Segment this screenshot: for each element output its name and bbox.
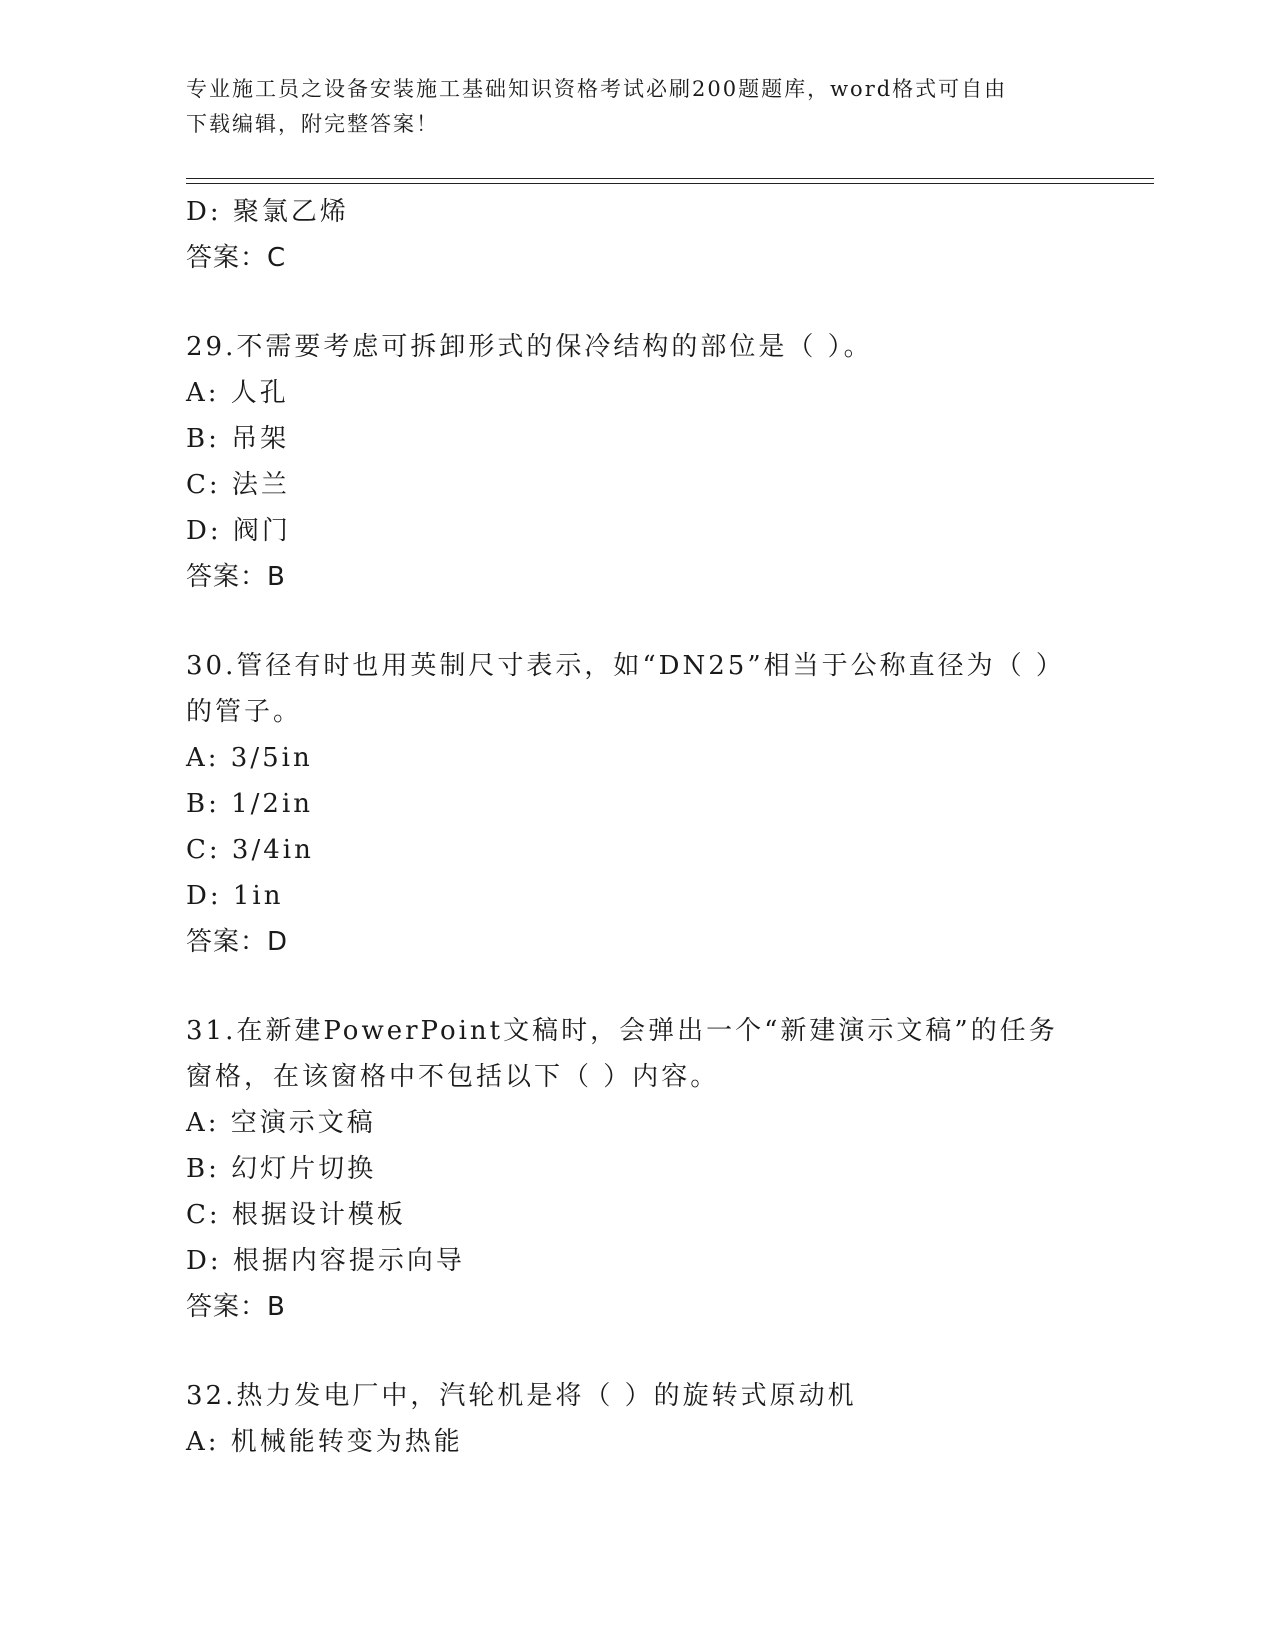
spacer <box>186 1330 1086 1373</box>
option-c: C: 根据设计模板 <box>186 1200 406 1230</box>
option-c: C: 法兰 <box>186 470 290 500</box>
question-stem: 32.热力发电厂中，汽轮机是将（ ）的旋转式原动机 <box>186 1381 857 1411</box>
question-block-31 <box>186 1008 1086 1330</box>
option-b: B: 1/2in <box>186 789 314 819</box>
option-d: D: 聚氯乙烯 <box>186 197 349 227</box>
question-block-28 <box>186 189 1086 281</box>
question-list <box>186 189 1086 1465</box>
header-divider-top <box>186 178 1154 179</box>
question-stem-continued: 窗格，在该窗格中不包括以下（ ）内容。 <box>186 1062 720 1092</box>
question-stem: 31.在新建PowerPoint文稿时，会弹出一个“新建演示文稿”的任务 <box>186 1016 1058 1046</box>
answer-line: 答案：D <box>186 927 289 957</box>
spacer <box>186 600 1086 643</box>
header-divider-bottom <box>186 183 1154 184</box>
option-a: A: 3/5in <box>186 743 313 773</box>
option-d: D: 1in <box>186 881 284 911</box>
answer-line: 答案：B <box>186 1292 286 1322</box>
answer-line: 答案：B <box>186 562 286 592</box>
option-d: D: 根据内容提示向导 <box>186 1246 465 1276</box>
answer-line: 答案：C <box>186 243 287 273</box>
header-line-1: 专业施工员之设备安装施工基础知识资格考试必刷200题题库，word格式可自由 <box>186 77 1008 101</box>
option-c: C: 3/4in <box>186 835 314 865</box>
option-a: A: 机械能转变为热能 <box>186 1427 463 1457</box>
question-stem: 29.不需要考虑可拆卸形式的保冷结构的部位是（ ）。 <box>186 332 873 362</box>
question-stem-continued: 的管子。 <box>186 697 303 727</box>
option-b: B: 吊架 <box>186 424 290 454</box>
option-b: B: 幻灯片切换 <box>186 1154 377 1184</box>
spacer <box>186 965 1086 1008</box>
document-header <box>186 72 1066 142</box>
question-block-29 <box>186 324 1086 600</box>
spacer <box>186 281 1086 324</box>
question-block-32 <box>186 1373 1086 1465</box>
header-line-2: 下载编辑，附完整答案！ <box>186 112 439 136</box>
question-block-30 <box>186 643 1086 965</box>
option-a: A: 人孔 <box>186 378 289 408</box>
question-stem: 30.管径有时也用英制尺寸表示，如“DN25”相当于公称直径为（ ） <box>186 651 1065 681</box>
option-d: D: 阀门 <box>186 516 291 546</box>
option-a: A: 空演示文稿 <box>186 1108 376 1138</box>
